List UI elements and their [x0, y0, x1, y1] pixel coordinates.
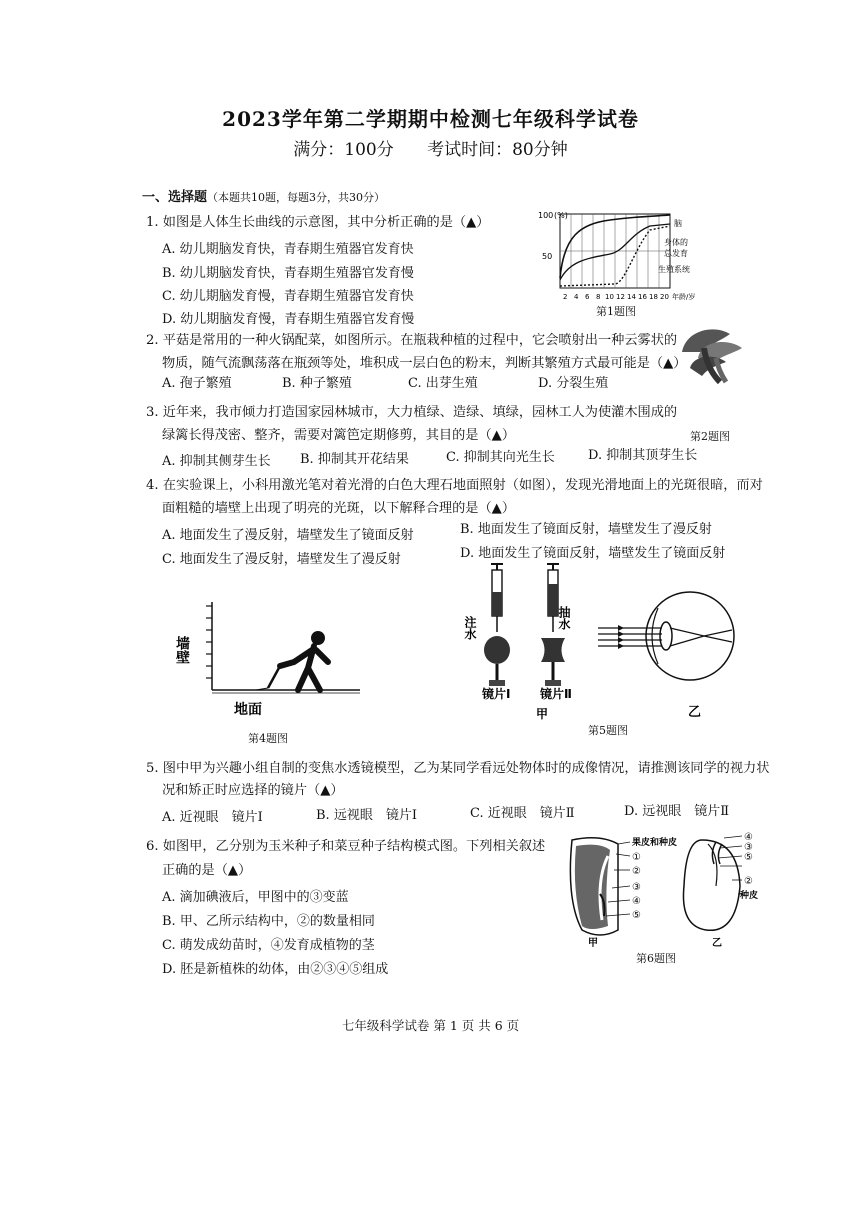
- fig1-tick-20: 20: [660, 293, 669, 301]
- fig1-tick-8: 8: [596, 293, 601, 301]
- fig5-inject-label: 注水: [463, 616, 477, 640]
- q1-growth-figure: [530, 208, 700, 308]
- exam-time: 考试时间：80分钟: [427, 140, 568, 160]
- fig1-label-body1: 身体的: [664, 238, 688, 247]
- section-heading: 一、选择题（本题共10题，每题3分，共30分）: [142, 190, 386, 205]
- fig1-tick-6: 6: [585, 293, 590, 301]
- page-footer: 七年级科学试卷 第 1 页 共 6 页: [341, 1018, 520, 1033]
- fig6-jia-num5: ⑤: [632, 910, 641, 921]
- fig1-tick-10: 10: [605, 293, 614, 301]
- q4-laser-figure: [176, 596, 376, 720]
- q2-option-d: D. 分裂生殖: [538, 376, 609, 391]
- q5-line2: 况和矫正时应选择的镜片（▲）: [162, 783, 344, 798]
- q3-option-b: B. 抑制其开花结果: [300, 452, 409, 467]
- q4-line2: 面粗糙的墙壁上出现了明亮的光斑，以下解释合理的是（▲）: [162, 501, 516, 516]
- q3-line1: 3. 近年来，我市倾力打造国家园林城市，大力植绿、造绿、填绿，园林工人为使灌木围成的: [146, 405, 678, 420]
- fig4-wall-label: 墙壁: [174, 636, 190, 664]
- q2-option-c: C. 出芽生殖: [408, 376, 478, 391]
- fig6-yi-num4: ④: [744, 832, 753, 843]
- fig1-tick-4: 4: [574, 293, 579, 301]
- q4-caption: 第4题图: [248, 732, 288, 745]
- q5-option-c: C. 近视眼 镜片Ⅱ: [470, 806, 575, 821]
- q6-option-c: C. 萌发成幼苗时，④发育成植物的茎: [162, 938, 375, 953]
- q2-line1: 2. 平菇是常用的一种火锅配菜，如图所示。在瓶栽种植的过程中，它会喷射出一种云雾状的: [146, 333, 678, 348]
- q3-option-d: D. 抑制其顶芽生长: [588, 448, 698, 463]
- fig4-ground-label: 地面: [234, 702, 262, 718]
- q4-option-c: C. 地面发生了漫反射，墙壁发生了漫反射: [162, 552, 401, 567]
- q3-line2: 绿篱长得茂密、整齐，需要对篱笆定期修剪，其目的是（▲）: [162, 428, 516, 443]
- q2-option-b: B. 种子繁殖: [282, 376, 352, 391]
- q5-option-b: B. 远视眼 镜片Ⅰ: [316, 808, 417, 823]
- q4-option-a: A. 地面发生了漫反射，墙壁发生了镜面反射: [162, 528, 414, 543]
- fig6-pericarp-label: 果皮和种皮: [632, 838, 678, 848]
- section-note: （本题共10题，每题3分，共30分）: [207, 191, 386, 204]
- fig5-extract-label: 抽水: [557, 606, 571, 630]
- fig1-y-mid: 50: [542, 252, 553, 261]
- q6-line1: 6. 如图甲，乙分别为玉米种子和菜豆种子结构模式图。下列相关叙述: [146, 839, 546, 854]
- fig6-seedcoat-label: 种皮: [740, 891, 759, 901]
- q4-option-b: B. 地面发生了镜面反射，墙壁发生了漫反射: [460, 522, 712, 537]
- q2-line2: 物质，随气流飘荡落在瓶颈等处，堆积成一层白色的粉末，判断其繁殖方式最可能是（▲）: [162, 356, 687, 371]
- fig6-jia-label: 甲: [588, 938, 598, 949]
- q6-line2: 正确的是（▲）: [162, 863, 252, 878]
- q6-option-a: A. 滴加碘液后，甲图中的③变蓝: [162, 890, 349, 905]
- q5-eye-figure: [596, 588, 746, 728]
- q1-option-a: A. 幼儿期脑发育快，青春期生殖器官发育快: [162, 242, 414, 257]
- fig6-yi-label: 乙: [712, 938, 722, 949]
- q4-line1: 4. 在实验课上，小科用激光笔对着光滑的白色大理石地面照射（如图），发现光滑地面上的光斑很暗，而对: [146, 478, 763, 493]
- fig5-jia-label: 甲: [536, 707, 549, 721]
- fig1-x-unit: 年龄/岁: [672, 293, 696, 301]
- q5-caption: 第5题图: [588, 724, 628, 737]
- fig1-label-body2: 总发育: [664, 249, 688, 258]
- q1-option-b: B. 幼儿期脑发育快，青春期生殖器官发育慢: [162, 266, 414, 281]
- full-score: 满分：100分: [293, 140, 394, 160]
- fig5-lens1-label: 镜片Ⅰ: [482, 687, 511, 701]
- fig6-yi-num3: ③: [744, 842, 753, 853]
- fig1-label-brain: 脑: [674, 219, 682, 228]
- q1-option-c: C. 幼儿期脑发育慢，青春期生殖器官发育快: [162, 289, 414, 304]
- q5-option-d: D. 远视眼 镜片Ⅱ: [624, 804, 730, 819]
- fig1-tick-18: 18: [649, 293, 658, 301]
- fig1-label-repro: 生殖系统: [658, 265, 690, 274]
- fig1-tick-16: 16: [638, 293, 647, 301]
- q5-line1: 5. 图中甲为兴趣小组自制的变焦水透镜模型，乙为某同学看远处物体时的成像情况，请推测该同学的视力状: [146, 761, 770, 776]
- q6-seed-figure: [560, 830, 770, 970]
- fig1-y-unit: (%): [554, 211, 568, 220]
- fig1-tick-12: 12: [616, 293, 625, 301]
- exam-title: 2023学年第二学期期中检测七年级科学试卷: [222, 107, 639, 131]
- q5-lens-figure: [463, 562, 598, 721]
- fig6-jia-num2: ②: [632, 866, 641, 877]
- q2-option-a: A. 孢子繁殖: [162, 376, 232, 391]
- q6-caption: 第6题图: [636, 952, 676, 965]
- q1-option-d: D. 幼儿期脑发育慢，青春期生殖器官发育慢: [162, 312, 415, 327]
- fig6-jia-num4: ④: [632, 896, 641, 907]
- fig1-tick-2: 2: [563, 293, 568, 301]
- q2-caption: 第2题图: [690, 430, 730, 443]
- q1-caption: 第1题图: [596, 305, 636, 318]
- q6-option-b: B. 甲、乙所示结构中，②的数量相同: [162, 914, 375, 929]
- fig6-yi-num5: ⑤: [744, 852, 753, 863]
- exam-subtitle: [0, 135, 861, 160]
- q3-option-c: C. 抑制其向光生长: [446, 450, 555, 465]
- mushroom-image: [676, 318, 746, 386]
- fig6-jia-num1: ①: [632, 852, 641, 863]
- q4-option-d: D. 地面发生了镜面反射，墙壁发生了镜面反射: [460, 546, 726, 561]
- fig1-y-top: 100: [538, 211, 554, 220]
- q3-option-a: A. 抑制其侧芽生长: [162, 454, 271, 469]
- fig5-yi-label: 乙: [688, 705, 702, 720]
- fig1-tick-14: 14: [627, 293, 636, 301]
- q5-option-a: A. 近视眼 镜片Ⅰ: [162, 810, 263, 825]
- fig6-yi-num2: ②: [744, 876, 753, 887]
- fig5-lens2-label: 镜片Ⅱ: [540, 687, 572, 701]
- fig6-jia-num3: ③: [632, 882, 641, 893]
- q1-stem: 1. 如图是人体生长曲线的示意图，其中分析正确的是（▲）: [146, 215, 490, 230]
- q6-option-d: D. 胚是新植株的幼体，由②③④⑤组成: [162, 962, 389, 977]
